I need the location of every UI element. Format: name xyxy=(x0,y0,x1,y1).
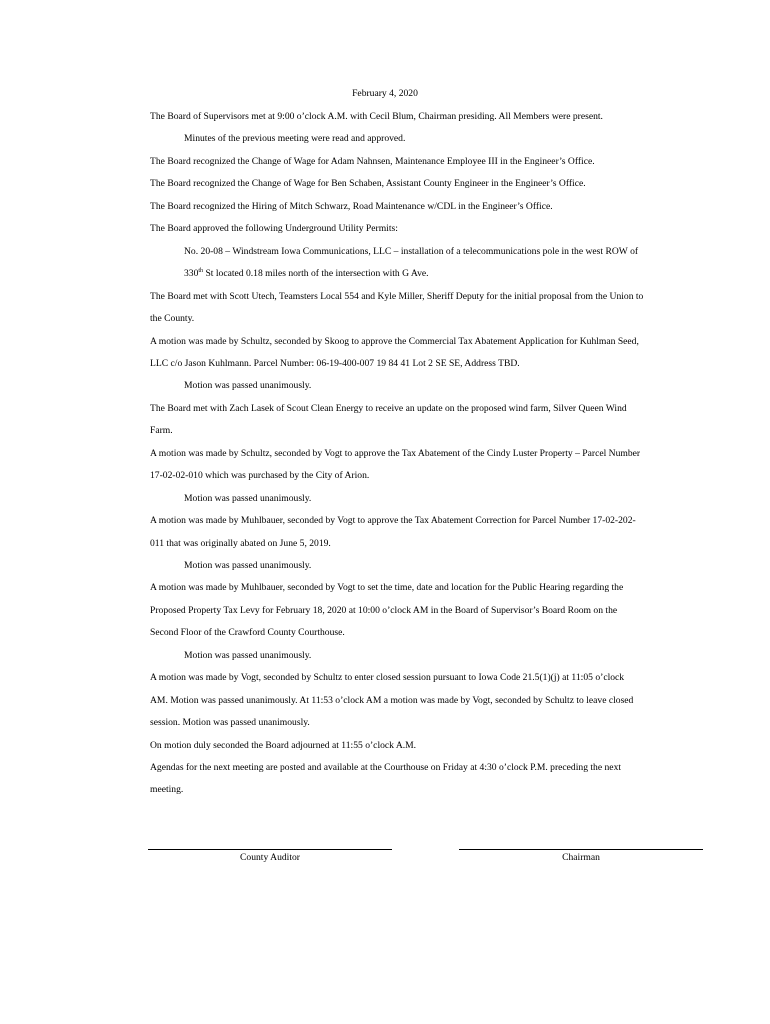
street-line-text: St located 0.18 miles north of the intersection with G Ave. xyxy=(205,268,429,279)
paragraph-line: Farm. xyxy=(150,425,173,436)
paragraph-line xyxy=(184,268,429,279)
paragraph-line: the County. xyxy=(150,313,195,324)
paragraph-line: On motion duly seconded the Board adjourned at 11:55 o’clock A.M. xyxy=(150,740,417,751)
paragraph-line: The Board met with Scott Utech, Teamsters Local 554 and Kyle Miller, Sheriff Deputy for the initial proposal from the Union to xyxy=(150,291,644,302)
paragraph-line: Motion was passed unanimously. xyxy=(184,493,312,504)
paragraph-line: A motion was made by Vogt, seconded by Schultz to enter closed session pursuant to Iowa Code 21.5(1)(j) at 11:05 o’clock xyxy=(150,672,625,683)
paragraph-line: 011 that was originally abated on June 5, 2019. xyxy=(150,538,331,549)
paragraph-line: session. Motion was passed unanimously. xyxy=(150,717,310,728)
paragraph-line: A motion was made by Muhlbauer, seconded by Vogt to approve the Tax Abatement Correction for Parcel Number 17-02-202- xyxy=(150,515,636,526)
paragraph-line: Motion was passed unanimously. xyxy=(184,650,312,661)
paragraph-line: Motion was passed unanimously. xyxy=(184,560,312,571)
paragraph-line: Agendas for the next meeting are posted and available at the Courthouse on Friday at 4:30 o’clock P.M. preceding the next xyxy=(150,762,622,773)
paragraph-line: No. 20-08 – Windstream Iowa Communications, LLC – installation of a telecommunications pole in the west ROW of xyxy=(184,246,639,257)
paragraph-line: Minutes of the previous meeting were read and approved. xyxy=(184,133,406,144)
street-suffix: th xyxy=(198,267,204,274)
paragraph-line: 17-02-02-010 which was purchased by the City of Arion. xyxy=(150,470,370,481)
paragraph-line: The Board recognized the Change of Wage for Adam Nahnsen, Maintenance Employee III in the Engineer’s Office. xyxy=(150,156,595,167)
paragraph-line: Proposed Property Tax Levy for February 18, 2020 at 10:00 o’clock AM in the Board of Supervisor’s Board Room on the xyxy=(150,605,618,616)
street-number: 330 xyxy=(184,268,199,279)
paragraph-line: Second Floor of the Crawford County Courthouse. xyxy=(150,627,345,638)
paragraph-line: The Board recognized the Change of Wage for Ben Schaben, Assistant County Engineer in the Engineer’s Office. xyxy=(150,178,586,189)
chairman-signature-label: Chairman xyxy=(562,852,600,863)
paragraph-line: Motion was passed unanimously. xyxy=(184,380,312,391)
paragraph-line: LLC c/o Jason Kuhlmann. Parcel Number: 06-19-400-007 19 84 41 Lot 2 SE SE, Address TBD. xyxy=(150,358,520,369)
paragraph-line: A motion was made by Schultz, seconded by Skoog to approve the Commercial Tax Abatement Application for Kuhlman Seed, xyxy=(150,336,639,347)
chairman-signature-line xyxy=(459,849,703,850)
auditor-signature-line xyxy=(148,849,392,850)
paragraph-line: A motion was made by Schultz, seconded by Vogt to approve the Tax Abatement of the Cindy Luster Property – Parcel Number xyxy=(150,448,641,459)
paragraph-line: AM. Motion was passed unanimously. At 11:53 o’clock AM a motion was made by Vogt, seconded by Schultz to leave closed xyxy=(150,695,634,706)
auditor-signature-label: County Auditor xyxy=(240,852,300,863)
paragraph-line: The Board recognized the Hiring of Mitch Schwarz, Road Maintenance w/CDL in the Engineer’s Office. xyxy=(150,201,553,212)
paragraph-line: meeting. xyxy=(150,784,184,795)
meeting-date: February 4, 2020 xyxy=(352,88,418,99)
paragraph-line: The Board approved the following Underground Utility Permits: xyxy=(150,223,398,234)
paragraph-line: The Board met with Zach Lasek of Scout Clean Energy to receive an update on the proposed wind farm, Silver Queen Wind xyxy=(150,403,627,414)
paragraph-line: A motion was made by Muhlbauer, seconded by Vogt to set the time, date and location for the Public Hearing regarding the xyxy=(150,582,624,593)
paragraph-line: The Board of Supervisors met at 9:00 o’clock A.M. with Cecil Blum, Chairman presiding. All Members were present. xyxy=(150,111,603,122)
